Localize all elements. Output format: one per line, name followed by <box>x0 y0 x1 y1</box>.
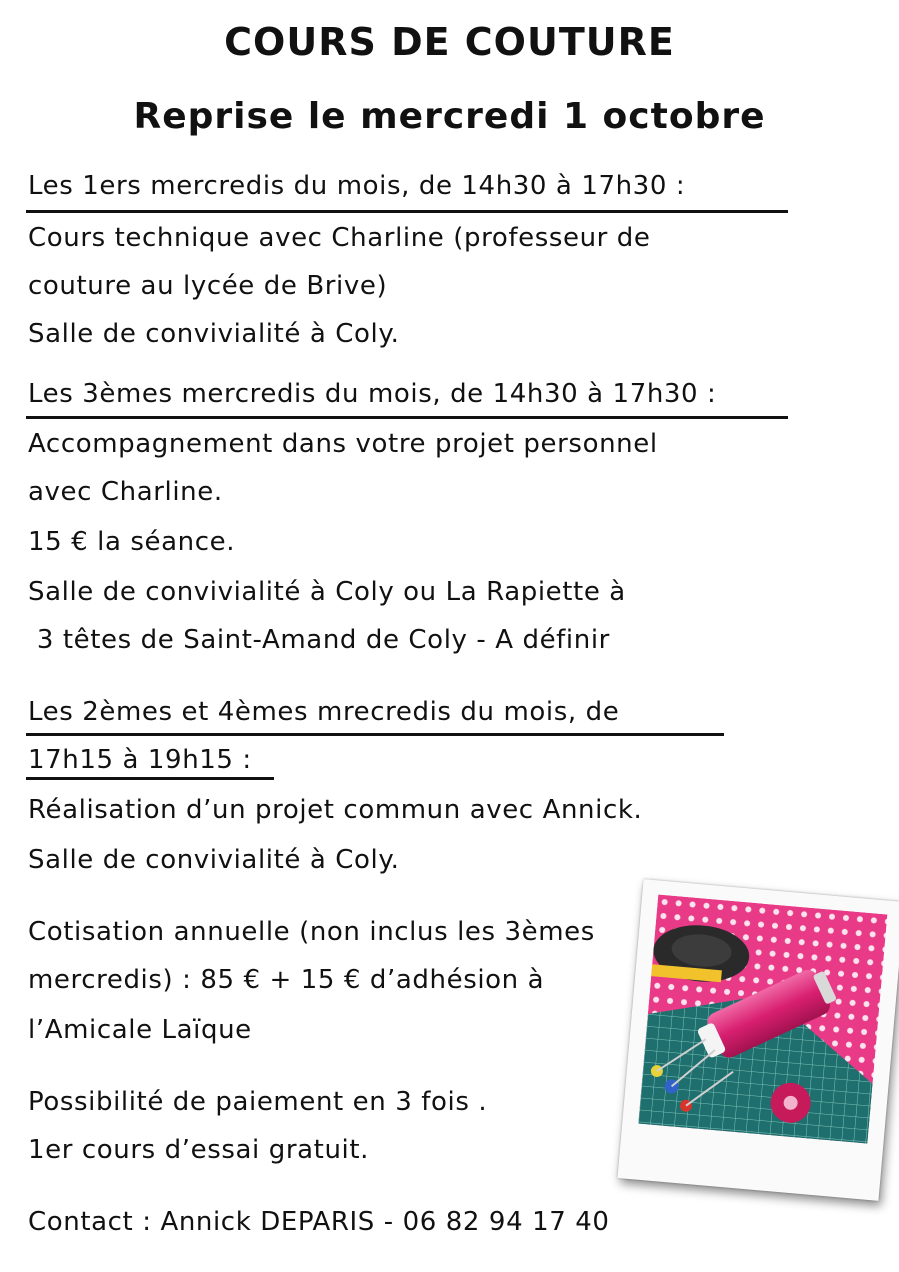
payment-line-1: Possibilité de paiement en 3 fois . <box>28 1087 488 1117</box>
section-3-line-2: Salle de convivialité à Coly. <box>28 845 400 875</box>
section-1-underline <box>26 210 788 213</box>
page-subtitle: Reprise le mercredi 1 octobre <box>133 96 766 137</box>
payment-line-2: 1er cours d’essai gratuit. <box>28 1135 370 1165</box>
section-3-heading-line-1: Les 2èmes et 4èmes mrecredis du mois, de <box>28 697 620 727</box>
section-1-line-2: couture au lycée de Brive) <box>28 271 388 301</box>
section-1-line-3: Salle de convivialité à Coly. <box>28 319 400 349</box>
sewing-thread-photo-icon <box>638 894 887 1143</box>
section-3-underline-2 <box>26 777 274 780</box>
section-2-heading: Les 3èmes mercredis du mois, de 14h30 à 17h30 : <box>28 379 717 409</box>
section-2-line-4: Salle de convivialité à Coly ou La Rapiette à <box>28 577 626 607</box>
page-title: COURS DE COUTURE <box>224 20 675 64</box>
section-3-underline-1 <box>26 733 724 736</box>
contact-line: Contact : Annick DEPARIS - 06 82 94 17 40 <box>28 1207 610 1237</box>
fee-line-3: l’Amicale Laïque <box>28 1015 252 1045</box>
section-2-line-1: Accompagnement dans votre projet personnel <box>28 429 658 459</box>
section-2-line-5: 3 têtes de Saint-Amand de Coly - A définir <box>28 625 610 655</box>
section-1-heading: Les 1ers mercredis du mois, de 14h30 à 17h30 : <box>28 171 686 201</box>
section-3-heading-line-2: 17h15 à 19h15 : <box>28 745 252 775</box>
section-2-underline <box>26 416 788 419</box>
fee-line-1: Cotisation annuelle (non inclus les 3èmes <box>28 917 595 947</box>
section-3-line-1: Réalisation d’un projet commun avec Annick. <box>28 795 643 825</box>
section-2-line-3: 15 € la séance. <box>28 527 236 557</box>
fee-line-2: mercredis) : 85 € + 15 € d’adhésion à <box>28 965 545 995</box>
section-2-line-2: avec Charline. <box>28 477 223 507</box>
polaroid-photo <box>617 879 899 1201</box>
section-1-line-1: Cours technique avec Charline (professeur de <box>28 223 651 253</box>
